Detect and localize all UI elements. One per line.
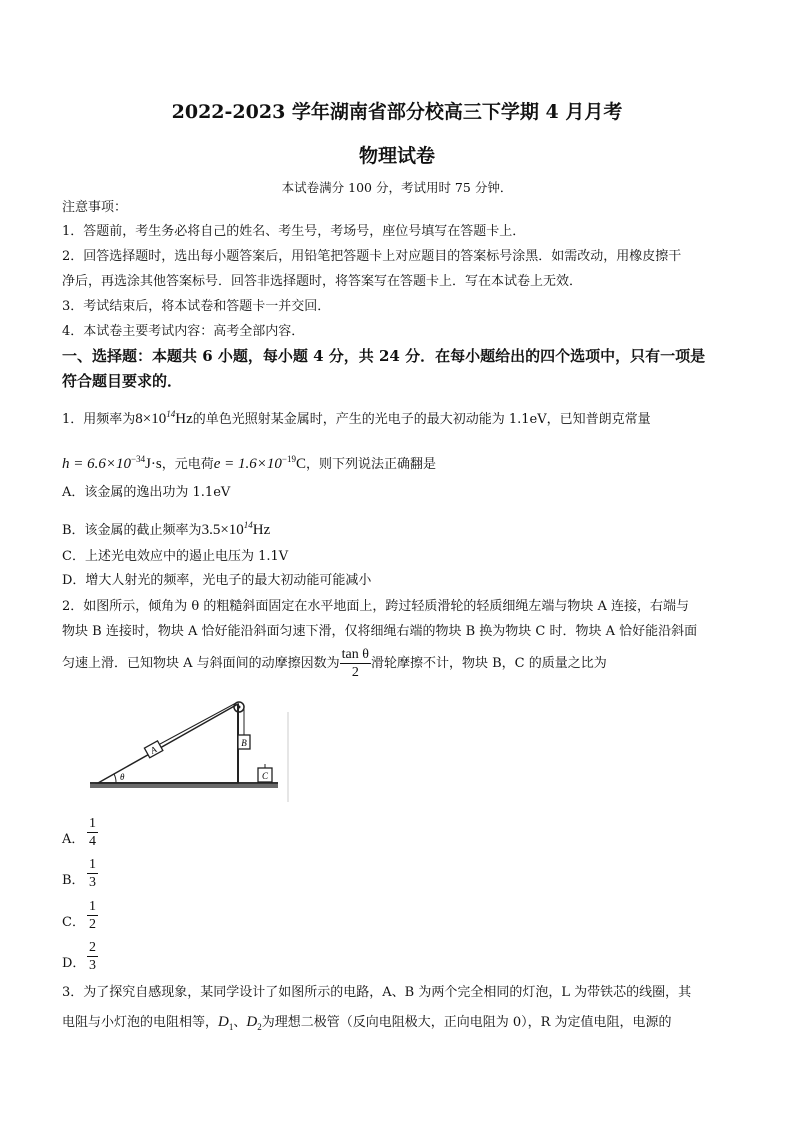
theta-label: θ bbox=[120, 772, 125, 782]
rope-on-incline bbox=[160, 703, 236, 744]
block-c-label: C bbox=[261, 771, 269, 781]
section-heading-cont: 符合题目要求的． bbox=[62, 372, 183, 390]
q1-option-a: A．该金属的逸出功为 1.1eV bbox=[62, 485, 231, 500]
q1-option-c: C．上述光电效应中的遏止电压为 1.1V bbox=[62, 549, 289, 564]
friction-coefficient: $\frac{\text{tan θ}}{2}$ bbox=[341, 647, 369, 680]
subject-title: 物理试卷 bbox=[358, 145, 435, 167]
section-heading: 一、选择题：本题共 6 小题，每小题 4 分，共 24 分．在每小题给出的四个选项中，只有一项是 bbox=[62, 347, 706, 365]
q1-option-b: B．该金属的截止频率为$3.5\times 10^{14}Hz$ bbox=[62, 520, 271, 538]
q2-stem-line1: 2．如图所示，倾角为 θ 的粗糙斜面固定在水平地面上，跨过轻质滑轮的轻质细绳左端与物块 A 连接，右端与 bbox=[62, 599, 690, 614]
q3-stem-line1: 3．为了探究自感现象，某同学设计了如图所示的电路，A、B 为两个完全相同的灯泡，L 为带铁芯的线圈，其 bbox=[62, 985, 692, 1000]
q1-stem-line1: 1．用频率为$8\times 10^{14}Hz$的单色光照射某金属时，产生的光电子的最大初动能为 1.1eV，已知普朗克常量 bbox=[62, 409, 651, 427]
q1-option-d: D．增大人射光的频率，光电子的最大初动能可能减小 bbox=[62, 573, 372, 588]
note-item: 净后，再选涂其他答案标号．回答非选择题时，将答案写在答题卡上．写在本试卷上无效． bbox=[62, 274, 583, 289]
exam-info: 本试卷满分 100 分，考试用时 75 分钟． bbox=[281, 180, 513, 195]
exam-page: 2022-2023 学年湖南省部分校高三下学期 4 月月考 物理试卷 本试卷满分 100 分，考试用时 75 分钟． 注意事项： 1．答题前，考生务必将自己的姓名、考生号，考场号，座位号填写在答题卡上． 2．回答选择题时，选出每小题答案后，用铅笔把答题卡上对应题目的答案标号涂黑．如需改动，用橡皮擦干 净后，再选涂其他答案标号．回答非选择题时，将答案写在答题卡上．写在本试卷上无效． 3．考试结束后，将本试卷和答题卡一并交回． 4．本试卷主要考试内容：高考全部内容． 一、选择题：本题共 6 小题，每小题 4 分，共 24 分．在每小题给出的四个选项中，只有一项是 符合题目要求的． 1．用频率为$8\times 10^{14}Hz$的单色光照射某金属时，产生的光电子的最大初动能为 1.1eV，已知普朗克常量 $h = 6.6\times 10^{-34}J\cdot s$，元电荷$e = 1.6\times 10^{-19}C$，则下列说法正确翻是 A．该金属的逸出功为 1.1eV B．该金属的截止频率为$3.5\times 10^{14}Hz$ C．上述光电效应中的遏止电压为 1.1V D．增大人射光的频率，光电子的最大初动能可能减小 2．如图所示，倾角为 θ 的粗糙斜面固定在水平地面上，跨过轻质滑轮的轻质细绳左端与物块 A 连接，右端与 物块 B 连接时，物块 A 恰好能沿斜面匀速下滑，仅将细绳右端的物块 B 换为物块 C 时．物块 A 恰好能沿斜面 匀速上滑．已知物块 A 与斜面间的动摩擦因数为 $\frac{\text{tan θ}}{2}$ 滑轮摩擦不计，物块 B，C 的质量之比为 A B C θ A． $\frac{1}{4}$ B． $\frac{1}{3}$ C． $\frac{1}{2}$ D． $\frac{2}{3}$ 3．为了探究自感现象，某同学设计了如图所示的电路，A、B 为两个完全相同的灯泡，L 为带铁芯的线圈，其 电阻与小灯泡的电阻相等，$D_1$、$D_2$为理想二极管（反向电阻极大，正向电阻为 0），R 为定值电阻，电源的 bbox=[0, 0, 794, 1122]
q1-stem-line2: $h = 6.6\times 10^{-34}J\cdot s$，元电荷$e = 1.6\times 10^{-19}C$，则下列说法正确翻是 bbox=[62, 454, 437, 472]
incline-pulley-figure bbox=[88, 692, 298, 802]
note-item: 3．考试结束后，将本试卷和答题卡一并交回． bbox=[62, 299, 331, 314]
exam-title: 2022-2023 学年湖南省部分校高三下学期 4 月月考 bbox=[171, 101, 623, 123]
q3-stem-line2: 电阻与小灯泡的电阻相等，$D_1$、$D_2$为理想二极管（反向电阻极大，正向电阻为 0），R 为定值电阻，电源的 bbox=[62, 1014, 672, 1032]
note-item: 4．本试卷主要考试内容：高考全部内容． bbox=[62, 324, 305, 339]
note-item: 2．回答选择题时，选出每小题答案后，用铅笔把答题卡上对应题目的答案标号涂黑．如需改动，用橡皮擦干 bbox=[62, 249, 682, 264]
incline bbox=[98, 704, 238, 783]
angle-arc bbox=[114, 774, 116, 783]
pulley-axle bbox=[238, 706, 241, 709]
q2-stem-line3: 匀速上滑．已知物块 A 与斜面间的动摩擦因数为 $\frac{\text{tan θ}}{2}$ 滑轮摩擦不计，物块 B，C 的质量之比为 bbox=[62, 647, 607, 680]
note-item: 1．答题前，考生务必将自己的姓名、考生号，考场号，座位号填写在答题卡上． bbox=[62, 224, 526, 239]
block-b-label: B bbox=[241, 738, 247, 748]
block-a-label: A bbox=[148, 744, 159, 756]
q2-stem-line2: 物块 B 连接时，物块 A 恰好能沿斜面匀速下滑，仅将细绳右端的物块 B 换为物块 C 时．物块 A 恰好能沿斜面 bbox=[62, 624, 698, 639]
notes-heading: 注意事项： bbox=[62, 200, 128, 215]
